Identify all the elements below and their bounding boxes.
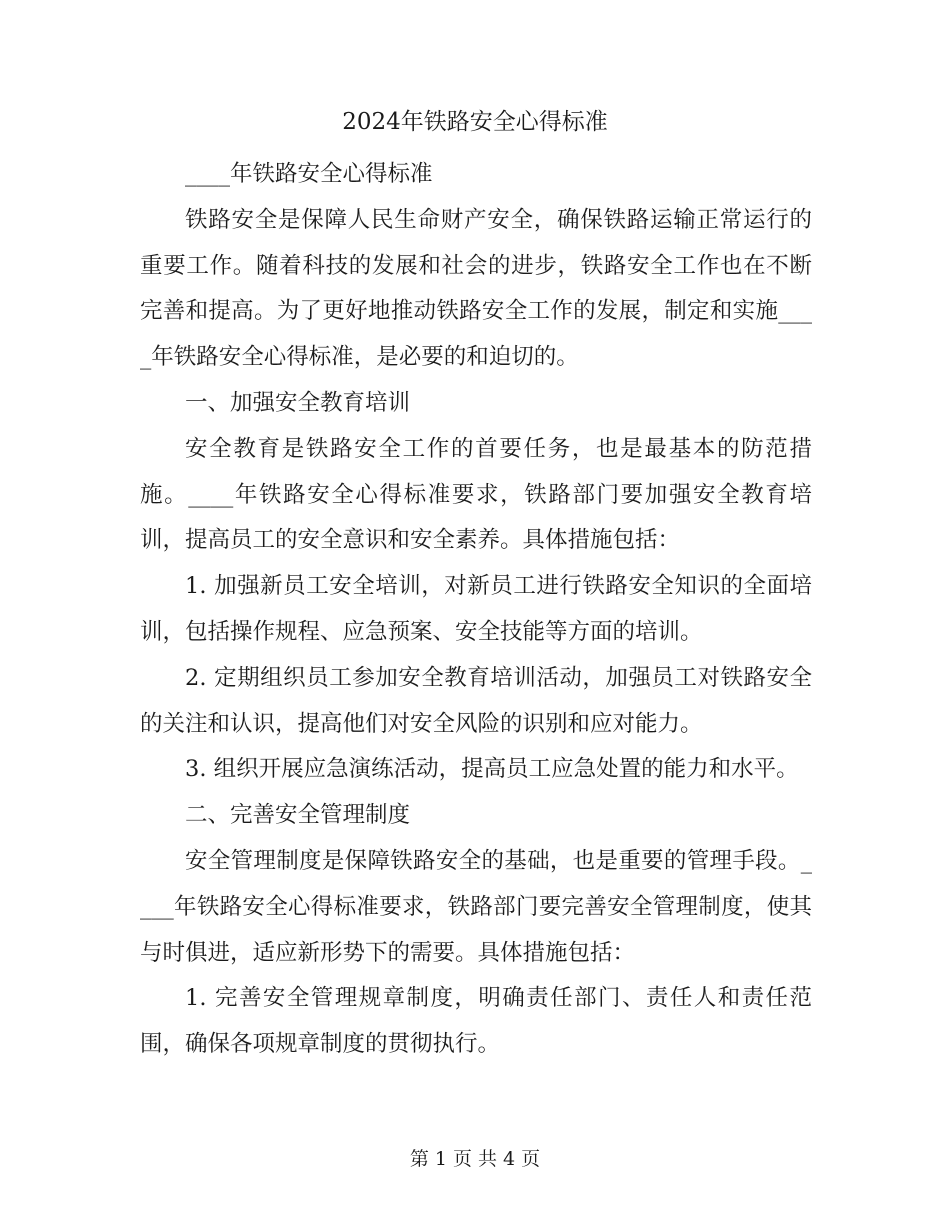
paragraph-subtitle: ____年铁路安全心得标准 [185, 161, 433, 187]
paragraph-section-1: 安全教育是铁路安全工作的首要任务，也是最基本的防范措施。____年铁路安全心得标准要求，铁路部门要加强安全教育培训，提高员工的安全意识和安全素养。具体措施包括： [140, 435, 812, 554]
paragraph-section-2: 安全管理制度是保障铁路安全的基础，也是重要的管理手段。____年铁路安全心得标准要求，铁路部门要完善安全管理制度，使其与时俱进，适应新形势下的需要。具体措施包括： [140, 847, 812, 966]
paragraph-intro: 铁路安全是保障人民生命财产安全，确保铁路运输正常运行的重要工作。随着科技的发展和社会的进步，铁路安全工作也在不断完善和提高。为了更好地推动铁路安全工作的发展，制定和实施____年铁路安全心得标准，是必要的和迫切的。 [140, 206, 812, 371]
section-heading-2: 二、完善安全管理制度 [185, 802, 411, 829]
list-item-1-1: 1. 加强新员工安全培训，对新员工进行铁路安全知识的全面培训，包括操作规程、应急预案、安全技能等方面的培训。 [140, 573, 812, 645]
document-body [140, 152, 812, 1068]
list-item-1-3: 3. 组织开展应急演练活动，提高员工应急处置的能力和水平。 [185, 756, 799, 783]
list-item-2-1: 1. 完善安全管理规章制度，明确责任部门、责任人和责任范围，确保各项规章制度的贯彻执行。 [140, 985, 812, 1058]
list-item-1-2: 2. 定期组织员工参加安全教育培训活动，加强员工对铁路安全的关注和认识，提高他们对安全风险的识别和应对能力。 [140, 664, 812, 737]
section-heading-1: 一、加强安全教育培训 [185, 389, 411, 416]
document-title: 2024年铁路安全心得标准 [342, 109, 608, 135]
page-number-footer: 第 1 页 共 4 页 [409, 1148, 541, 1170]
